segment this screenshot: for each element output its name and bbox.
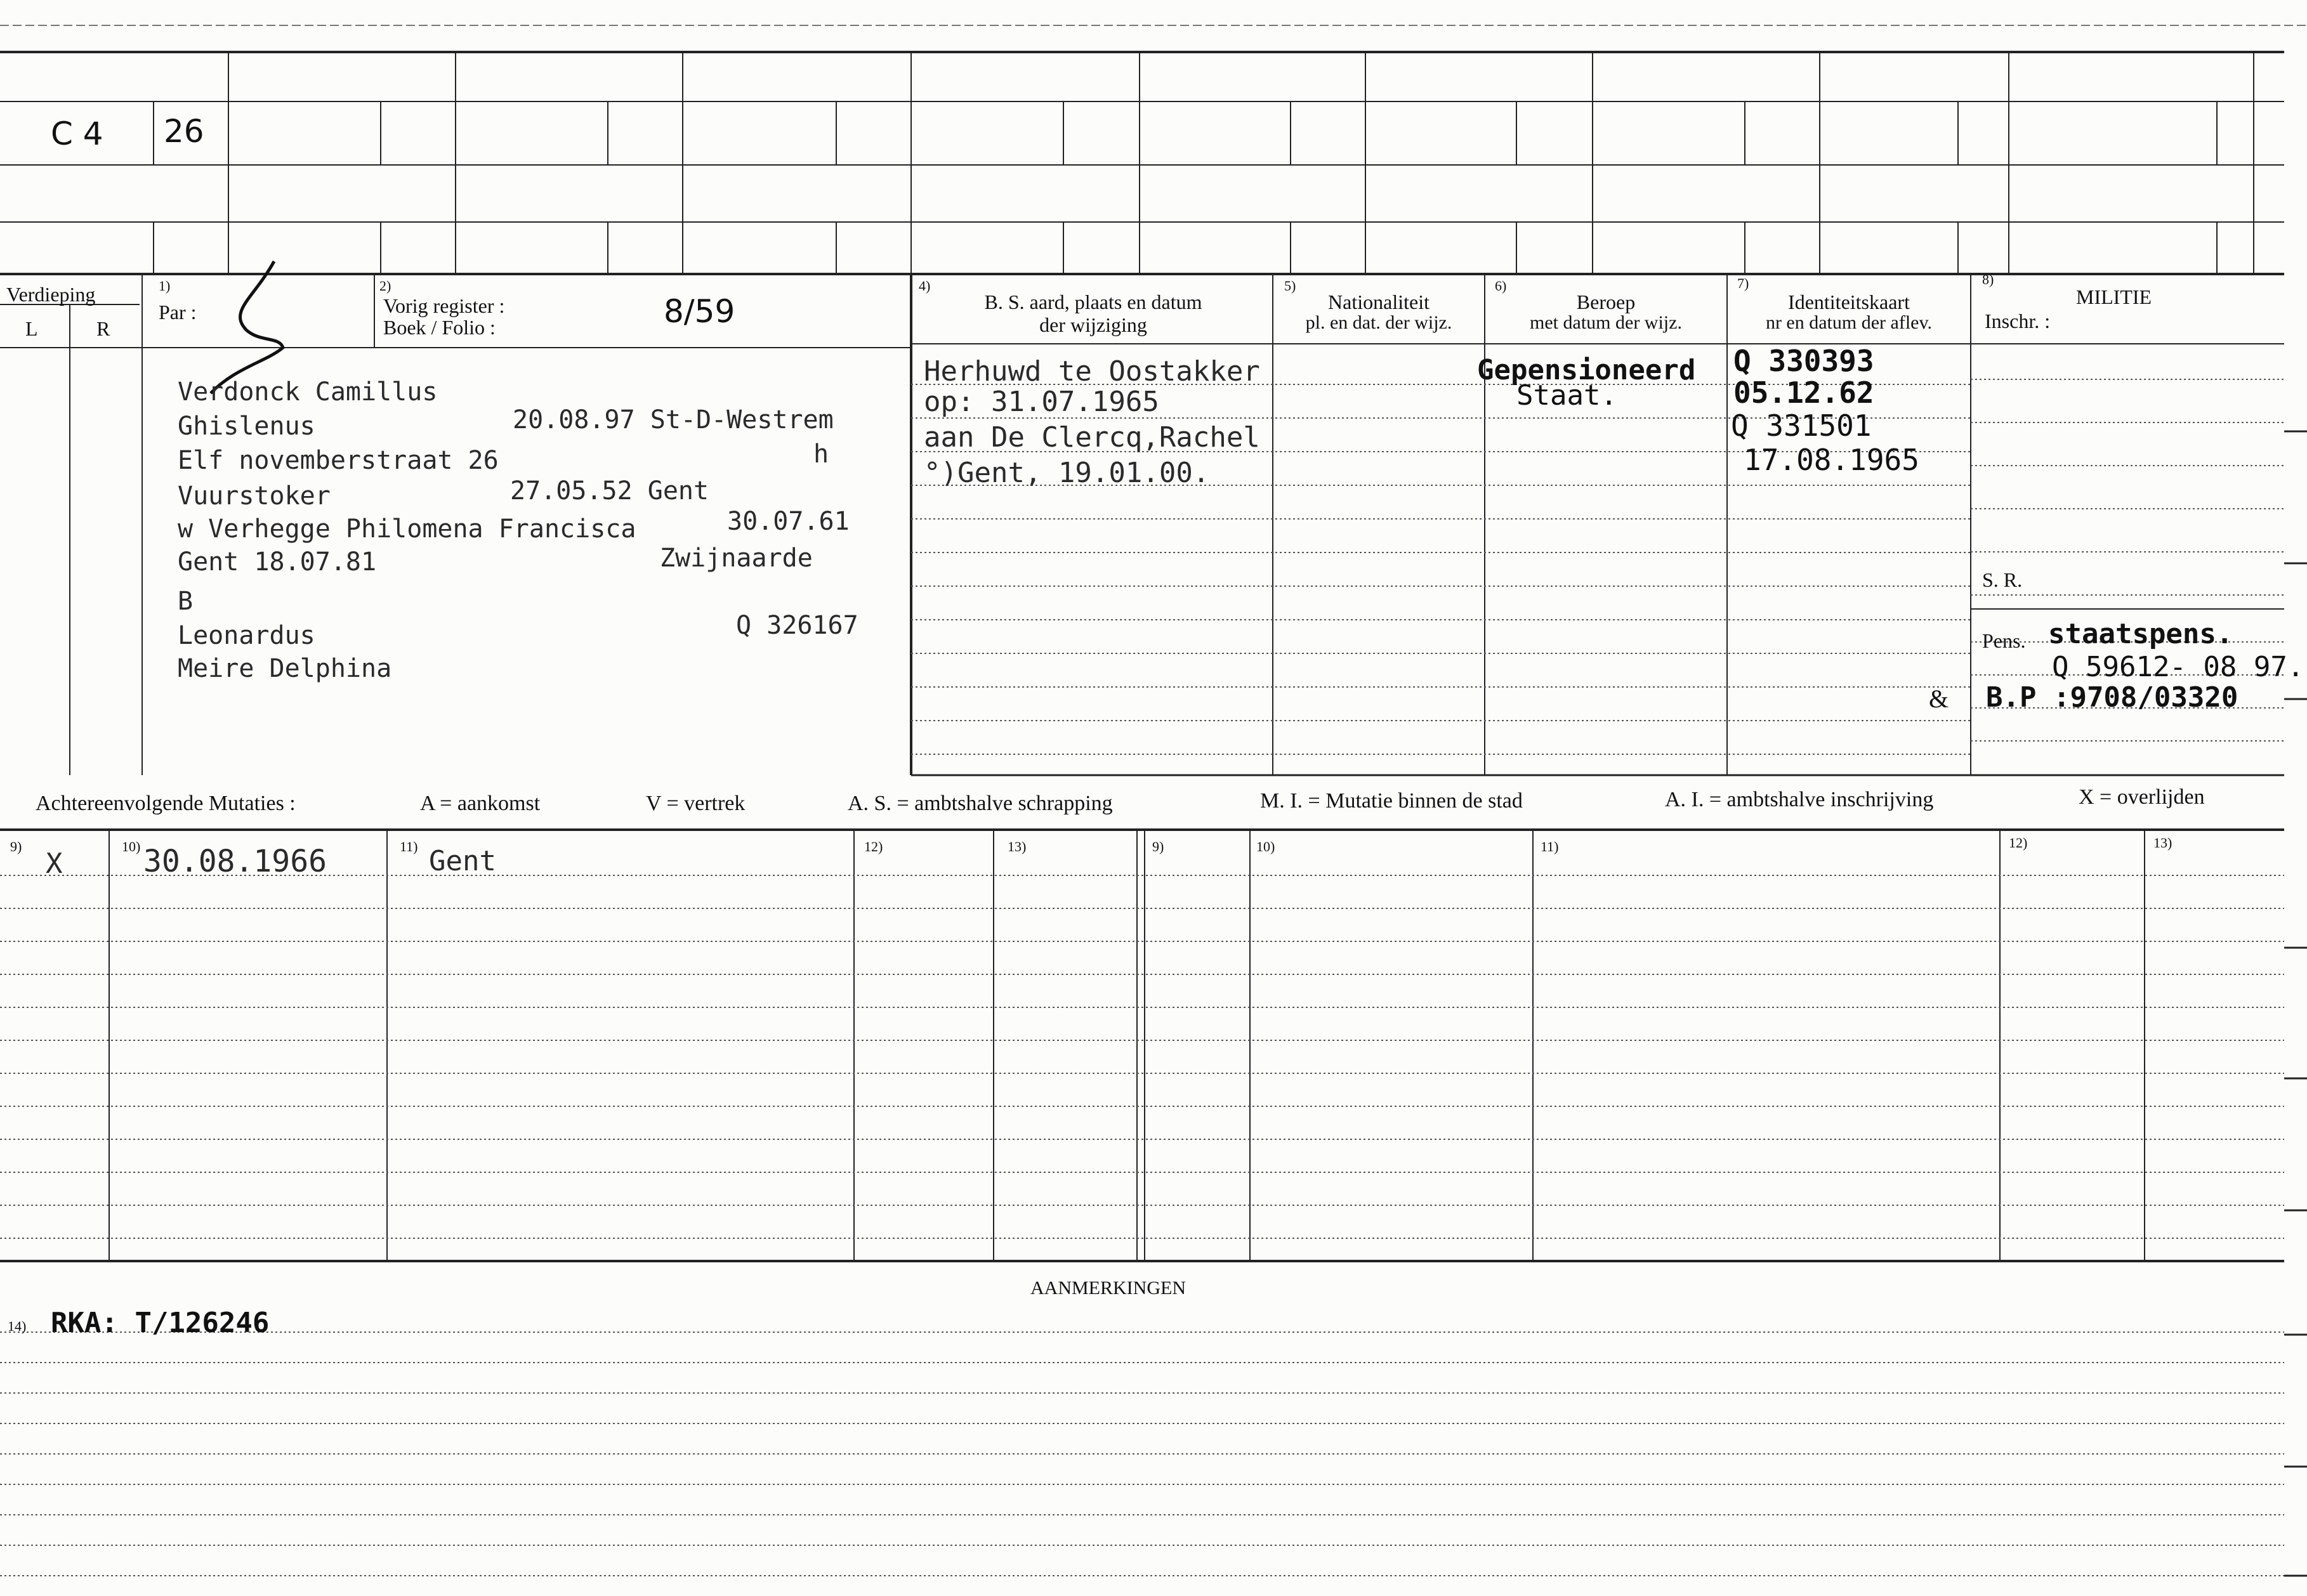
beroep-header-2: met datum der wijz. <box>1530 312 1682 333</box>
legend-vertrek: V = vertrek <box>646 792 746 815</box>
handwritten-mark <box>211 261 283 393</box>
person-mother: Meire Delphina <box>178 654 392 683</box>
person-spouse-birth: Gent 18.07.81 <box>178 547 377 577</box>
id-entry-4: 17.08.1965 <box>1744 443 1919 477</box>
legend-overlijden: X = overlijden <box>2079 785 2205 809</box>
note-2: 2) <box>379 278 391 294</box>
person-place-2: Zwijnaarde <box>660 544 813 573</box>
bs-entry-1: Herhuwd te Oostakker <box>924 355 1260 388</box>
note-14: 14) <box>8 1318 27 1334</box>
note-4: 4) <box>919 278 931 294</box>
person-address: Elf novemberstraat 26 <box>178 446 499 475</box>
code-26: 26 <box>164 113 204 150</box>
bs-entry-2: op: 31.07.1965 <box>924 386 1159 418</box>
identiteitskaart-header-1: Identiteitskaart <box>1788 291 1910 313</box>
bs-entry-3: aan De Clercq,Rachel <box>924 421 1260 454</box>
person-date-2: 27.05.52 Gent <box>510 476 709 506</box>
aanmerkingen-title: AANMERKINGEN <box>1030 1278 1186 1298</box>
note-6: 6) <box>1495 278 1507 294</box>
pens-value: staatspens. <box>2048 618 2233 650</box>
sr-label: S. R. <box>1982 568 2023 591</box>
mut-col-11: 11) <box>400 839 418 854</box>
person-birth: 20.08.97 St-D-Westrem <box>513 405 834 435</box>
verdieping-l: L <box>25 317 38 340</box>
id-entry-1: Q 330393 <box>1733 344 1874 378</box>
legend-ambtshalve-schrapping: A. S. = ambtshalve schrapping <box>848 792 1113 815</box>
beroep-entry-1: Gepensioneerd <box>1477 354 1696 386</box>
note-7: 7) <box>1737 275 1749 291</box>
code-c4: C 4 <box>51 115 103 152</box>
mut-col-9b: 9) <box>1152 839 1164 854</box>
nationaliteit-header-2: pl. en dat. der wijz. <box>1305 312 1452 333</box>
bs-header-1: B. S. aard, plaats en datum <box>984 291 1202 313</box>
person-date-3: 30.07.61 <box>727 507 850 536</box>
mutations-legend-title: Achtereenvolgende Mutaties : <box>36 792 296 815</box>
mutation-date: 30.08.1966 <box>143 844 327 879</box>
inschr-label: Inschr. : <box>1985 310 2051 332</box>
person-name: Verdonck Camillus <box>178 377 438 407</box>
person-father: Leonardus <box>178 621 315 650</box>
legend-ambtshalve-inschrijving: A. I. = ambtshalve inschrijving <box>1665 788 1934 811</box>
mut-col-9: 9) <box>10 839 22 854</box>
mut-col-12: 12) <box>864 839 883 854</box>
person-qnumber: Q 326167 <box>736 611 858 640</box>
nationaliteit-header-1: Nationaliteit <box>1328 291 1430 313</box>
vorig-register-label: Vorig register : <box>383 294 505 317</box>
mutation-type: X <box>46 847 63 880</box>
person-given-name: Ghislenus <box>178 412 315 441</box>
aanmerkingen-remark: RKA: T/126246 <box>51 1307 270 1339</box>
verdieping-label: Verdieping <box>6 283 96 306</box>
note-5: 5) <box>1284 278 1296 294</box>
ampersand: & <box>1929 684 1949 713</box>
mut-col-10b: 10) <box>1256 839 1275 854</box>
bs-entry-4: °)Gent, 19.01.00. <box>924 457 1210 489</box>
beroep-entry-2: Staat. <box>1516 379 1617 412</box>
id-entry-3: Q 331501 <box>1731 409 1872 443</box>
pens-line-2: Q 59612- 08 97. <box>2052 651 2304 683</box>
par-label: Par : <box>159 301 197 324</box>
person-b: B <box>178 587 194 616</box>
note-8: 8) <box>1982 271 1994 287</box>
verdieping-r: R <box>96 317 110 340</box>
boek-folio-label: Boek / Folio : <box>383 316 496 339</box>
mut-col-12b: 12) <box>2009 835 2028 851</box>
beroep-header-1: Beroep <box>1576 291 1636 313</box>
person-spouse: w Verhegge Philomena Francisca <box>178 514 636 544</box>
legend-mutatie-binnen-stad: M. I. = Mutatie binnen de stad <box>1260 789 1523 813</box>
note-1: 1) <box>159 278 171 294</box>
pens-line-3: B.P :9708/03320 <box>1986 681 2238 714</box>
identiteitskaart-header-2: nr en datum der aflev. <box>1765 312 1933 333</box>
militie-header: MILITIE <box>2076 285 2152 308</box>
mut-col-10: 10) <box>122 839 141 854</box>
mut-col-13b: 13) <box>2153 835 2172 851</box>
mut-col-11b: 11) <box>1541 839 1559 854</box>
mut-col-13: 13) <box>1008 839 1027 854</box>
id-entry-2: 05.12.62 <box>1733 376 1874 410</box>
mutation-place: Gent <box>429 845 496 877</box>
boek-folio-value: 8/59 <box>664 293 735 330</box>
person-occupation: Vuurstoker <box>178 481 331 511</box>
pens-label: Pens. <box>1982 629 2026 652</box>
legend-aankomst: A = aankomst <box>420 792 541 815</box>
person-h: h <box>813 440 829 469</box>
bs-header-2: der wijziging <box>1039 313 1147 336</box>
